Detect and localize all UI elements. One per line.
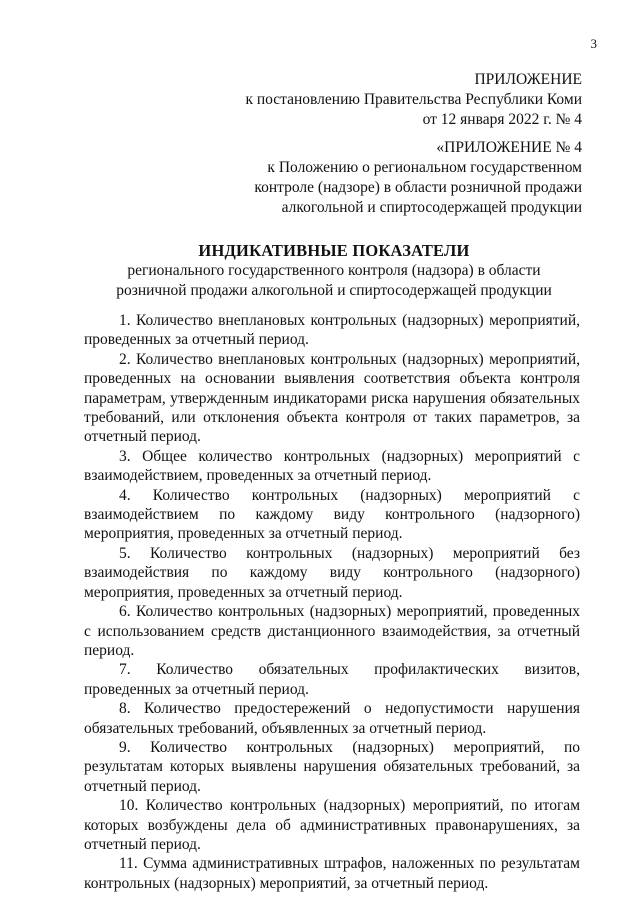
appendix4-line-2: контроле (надзоре) в области розничной продажи [254, 179, 582, 196]
indicator-item-11: 11. Сумма административных штрафов, наложенных по результатам контрольных (надзорных) мероприятий, за отчетный период. [84, 855, 580, 892]
document-subtitle-line-1: регионального государственного контроля (надзора) в области [127, 262, 541, 279]
appendix4-line-1: к Положению о региональном государственном [267, 159, 582, 176]
appendix-title: ПРИЛОЖЕНИЕ [474, 71, 582, 88]
page-number: 3 [590, 36, 597, 51]
appendix-header [245, 70, 582, 130]
indicator-item-2: 2. Количество внеплановых контрольных (надзорных) мероприятий, проведенных на основании выявления соответствия объекта контроля параметрам, утвержденным индикаторами риска нарушения обязательных требований, или отклонения объекта контроля от таких параметров, за отчетный период. [84, 350, 580, 446]
indicator-item-4: 4. Количество контрольных (надзорных) мероприятий с взаимодействием по каждому виду контрольного (надзорного) мероприятия, проведенных за отчетный период. [84, 486, 580, 543]
appendix-date-line: от 12 января 2022 г. № 4 [422, 111, 582, 128]
indicator-item-8: 8. Количество предостережений о недопустимости нарушения обязательных требований, объявленных за отчетный период. [84, 700, 580, 737]
document-title: ИНДИКАТИВНЫЕ ПОКАЗАТЕЛИ [198, 241, 470, 260]
indicator-item-10: 10. Количество контрольных (надзорных) мероприятий, по итогам которых возбуждены дела об административных правонарушениях, за отчетный период. [84, 797, 580, 853]
document-title-block [84, 240, 584, 301]
indicator-item-5: 5. Количество контрольных (надзорных) мероприятий без взаимодействия по каждому виду контрольного (надзорного) мероприятия, проведенных за отчетный период. [84, 544, 580, 601]
appendix4-header [254, 138, 582, 218]
document-subtitle-line-2: розничной продажи алкогольной и спиртосодержащей продукции [116, 282, 552, 299]
appendix-decree-line: к постановлению Правительства Республики Коми [245, 91, 582, 108]
indicator-item-9: 9. Количество контрольных (надзорных) мероприятий, по результатам которых выявлены нарушения обязательных требований, за отчетный период. [84, 738, 580, 795]
indicator-item-3: 3. Общее количество контрольных (надзорных) мероприятий с взаимодействием, проведенных за отчетный период. [84, 447, 580, 485]
appendix4-title: «ПРИЛОЖЕНИЕ № 4 [436, 139, 582, 156]
indicator-list [84, 311, 580, 893]
appendix4-line-3: алкогольной и спиртосодержащей продукции [281, 199, 582, 216]
indicator-item-7: 7. Количество обязательных профилактических визитов, проведенных за отчетный период. [84, 661, 580, 698]
indicator-item-1: 1. Количество внеплановых контрольных (надзорных) мероприятий, проведенных за отчетный период. [84, 312, 580, 349]
indicator-item-6: 6. Количество контрольных (надзорных) мероприятий, проведенных с использованием средств дистанционного взаимодействия, за отчетный период. [84, 603, 580, 659]
